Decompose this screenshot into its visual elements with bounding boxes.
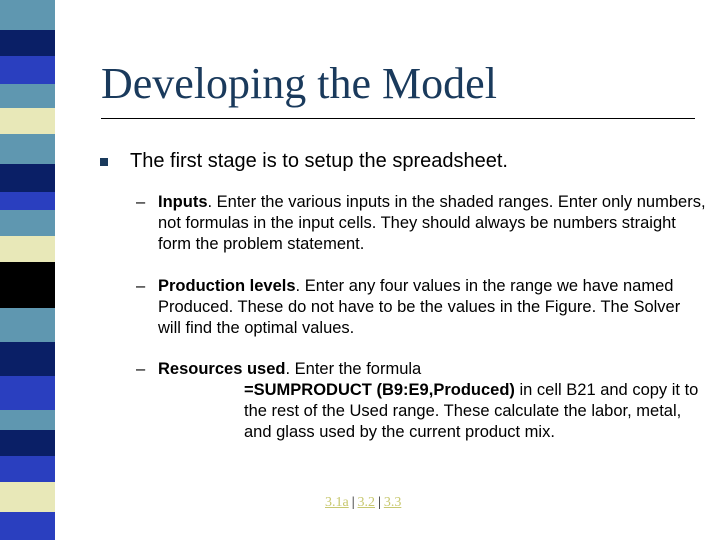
stripe-block xyxy=(0,342,55,376)
sub-bullet-body xyxy=(158,276,706,339)
stripe-block xyxy=(0,210,55,236)
square-bullet-icon xyxy=(100,158,108,166)
stripe-block xyxy=(0,376,55,410)
stripe-block xyxy=(0,456,55,482)
sub-bullet-resources-used xyxy=(136,359,706,443)
sub-bullet-text: . Enter the various inputs in the shaded ranges. Enter only numbers, not formulas in the input cells. They should always be numbers straight form the problem statement. xyxy=(158,193,706,253)
formula-text: =SUMPRODUCT (B9:E9,Produced) xyxy=(244,381,515,399)
sub-bullet-text: . Enter any four values in the range we have named Produced. These do not have to be the values in the Figure. The Solver will find the optimal values. xyxy=(158,277,681,337)
link-3-2[interactable]: 3.2 xyxy=(357,495,376,510)
sub-bullet-body xyxy=(158,359,706,443)
dash-bullet: – xyxy=(136,193,146,211)
sub-bullet-heading: Production levels xyxy=(158,277,296,295)
dash-bullet: – xyxy=(136,360,146,378)
decorative-stripe-bar xyxy=(0,0,55,540)
link-separator: | xyxy=(351,495,355,510)
stripe-block xyxy=(0,56,55,84)
stripe-block xyxy=(0,84,55,108)
slide-nav-links xyxy=(325,495,401,511)
stripe-block xyxy=(0,308,55,342)
slide-title: Developing the Model xyxy=(101,59,497,108)
title-underline xyxy=(101,118,695,119)
stripe-block xyxy=(0,430,55,456)
sub-bullet-body xyxy=(158,192,706,255)
link-separator: | xyxy=(378,495,381,510)
stripe-block xyxy=(0,164,55,192)
formula-line xyxy=(158,380,706,443)
stripe-block xyxy=(0,108,55,134)
link-3-1a[interactable]: 3.1a xyxy=(325,495,349,510)
stripe-block xyxy=(0,512,55,540)
stripe-block xyxy=(0,410,55,430)
link-3-3[interactable]: 3.3 xyxy=(383,495,402,510)
dash-bullet: – xyxy=(136,277,146,295)
stripe-block xyxy=(0,482,55,512)
sub-bullet-text-continued: in cell B21 and copy it to the rest of the Used range. These calculate the labor, metal, and glass used by the current product mix. xyxy=(244,381,699,441)
sub-bullet-production-levels xyxy=(136,276,706,339)
stripe-block xyxy=(0,262,55,308)
stripe-block xyxy=(0,0,55,30)
sub-bullet-text: . Enter the formula xyxy=(285,360,422,378)
stripe-block xyxy=(0,236,55,262)
stripe-block xyxy=(0,30,55,56)
main-bullet-text: The first stage is to setup the spreadsheet. xyxy=(130,150,508,172)
sub-bullet-inputs xyxy=(136,192,706,255)
sub-bullet-heading: Inputs xyxy=(158,193,208,211)
sub-bullet-heading: Resources used xyxy=(158,360,286,378)
stripe-block xyxy=(0,134,55,164)
stripe-block xyxy=(0,192,55,210)
